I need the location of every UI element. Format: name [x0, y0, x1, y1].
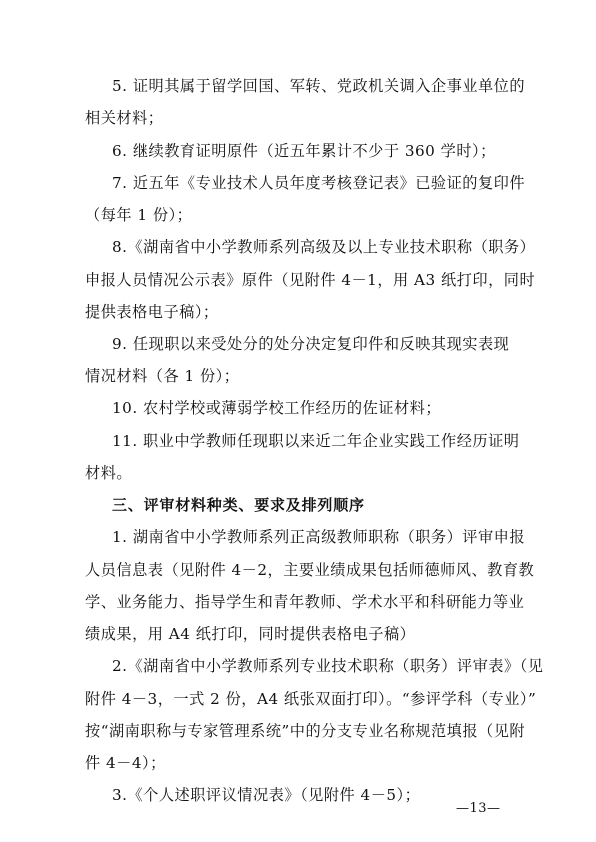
sec-item-1-line-4: 绩成果，用 A4 纸打印，同时提供表格电子稿） — [85, 625, 416, 643]
item-7-line-1: 7. 近五年《专业技术人员年度考核登记表》已验证的复印件 — [112, 174, 526, 192]
page-number: —13— — [456, 801, 501, 816]
item-5-line-1: 5. 证明其属于留学回国、军转、党政机关调入企事业单位的 — [112, 77, 526, 95]
item-11-line-2: 材料。 — [85, 464, 133, 482]
item-5-line-2: 相关材料； — [85, 109, 164, 127]
section-heading: 三、评审材料种类、要求及排列顺序 — [112, 496, 365, 514]
sec-item-2-line-4: 件 4－4）； — [85, 754, 166, 772]
sec-item-1-line-1: 1. 湖南省中小学教师系列正高级教师职称（职务）评审申报 — [112, 528, 526, 546]
item-6-line-1: 6. 继续教育证明原件（近五年累计不少于 360 学时）； — [112, 142, 496, 160]
item-10-line-1: 10. 农村学校或薄弱学校工作经历的佐证材料； — [112, 399, 442, 417]
sec-item-1-line-3: 学、业务能力、指导学生和青年教师、学术水平和科研能力等业 — [85, 593, 525, 611]
sec-item-2-line-3: 按“湖南职称与专家管理系统”中的分支专业名称规范填报（见附 — [85, 722, 526, 740]
sec-item-2-line-2: 附件 4－3，一式 2 份，A4 纸张双面打印）。“参评学科（专业）” — [85, 690, 537, 708]
item-7-line-2: （每年 1 份）； — [85, 206, 193, 224]
item-8-line-3: 提供表格电子稿）； — [85, 303, 219, 321]
sec-item-3-line-1: 3.《个人述职评议情况表》（见附件 4－5）； — [112, 786, 421, 804]
sec-item-1-line-2: 人员信息表（见附件 4－2，主要业绩成果包括师德师风、教育教 — [85, 561, 535, 579]
item-8-line-1: 8.《湖南省中小学教师系列高级及以上专业技术职称（职务） — [112, 238, 536, 256]
item-9-line-2: 情况材料（各 1 份）； — [85, 367, 240, 385]
item-8-line-2: 申报人员情况公示表》原件（见附件 4－1，用 A3 纸打印，同时 — [85, 271, 536, 289]
sec-item-2-line-1: 2.《湖南省中小学教师系列专业技术职称（职务）评审表》（见 — [112, 657, 544, 675]
item-11-line-1: 11. 职业中学教师任现职以来近二年企业实践工作经历证明 — [112, 432, 520, 450]
item-9-line-1: 9. 任现职以来受处分的处分决定复印件和反映其现实表现 — [112, 335, 510, 353]
